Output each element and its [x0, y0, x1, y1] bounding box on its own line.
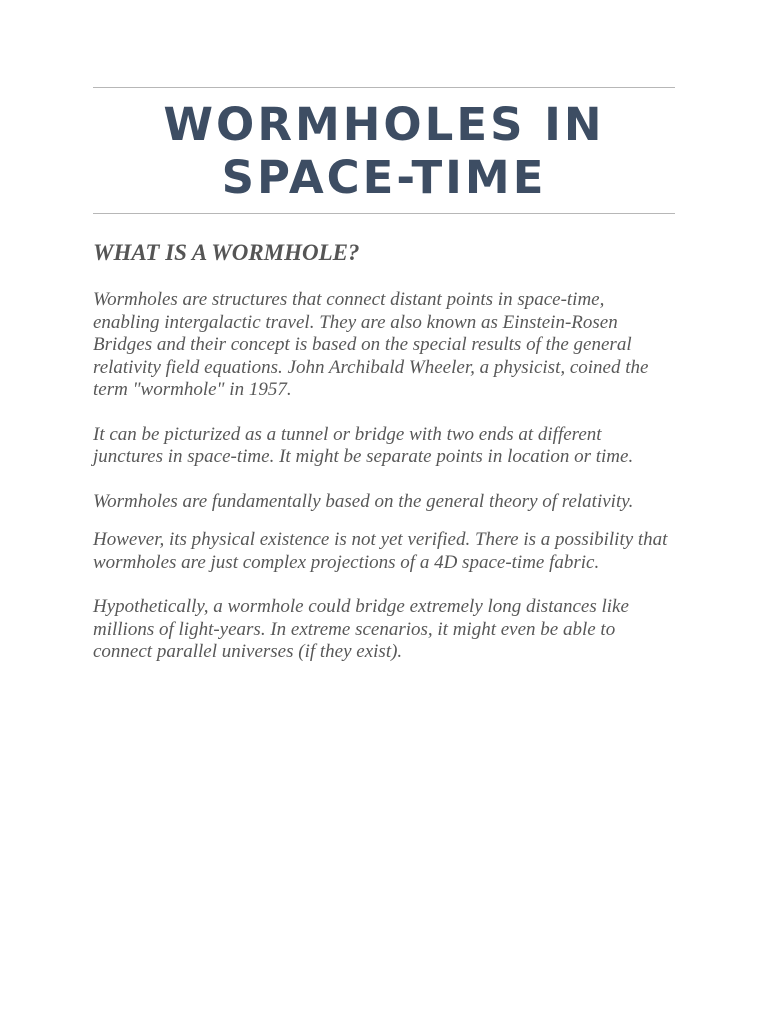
paragraph-1: Wormholes are structures that connect distant points in space-time, enabling intergalactic travel. They are also known as Einstein-Rosen Bridges and their concept is based on the special results of the general relativity field equations. John Archibald Wheeler, a physicist, coined the term "wormhole" in 1957. — [93, 289, 649, 400]
title-top-rule — [93, 87, 675, 88]
paragraph-3: Wormholes are fundamentally based on the general theory of relativity. — [93, 490, 634, 512]
title-bottom-rule — [93, 213, 675, 214]
paragraph-5: Hypothetically, a wormhole could bridge extremely long distances like millions of light-years. In extreme scenarios, it might even be able to connect parallel universes (if they exist). — [93, 596, 629, 662]
paragraph-2: It can be picturized as a tunnel or bridge with two ends at different junctures in space-time. It might be separate points in location or time. — [93, 423, 634, 467]
document-title: WORMHOLES IN SPACE-TIME — [163, 98, 605, 204]
document-page — [93, 87, 675, 664]
section-heading: WHAT IS A WORMHOLE? — [93, 240, 360, 265]
paragraph-4: However, its physical existence is not yet verified. There is a possibility that wormholes are just complex projections of a 4D space-time fabric. — [93, 529, 668, 573]
